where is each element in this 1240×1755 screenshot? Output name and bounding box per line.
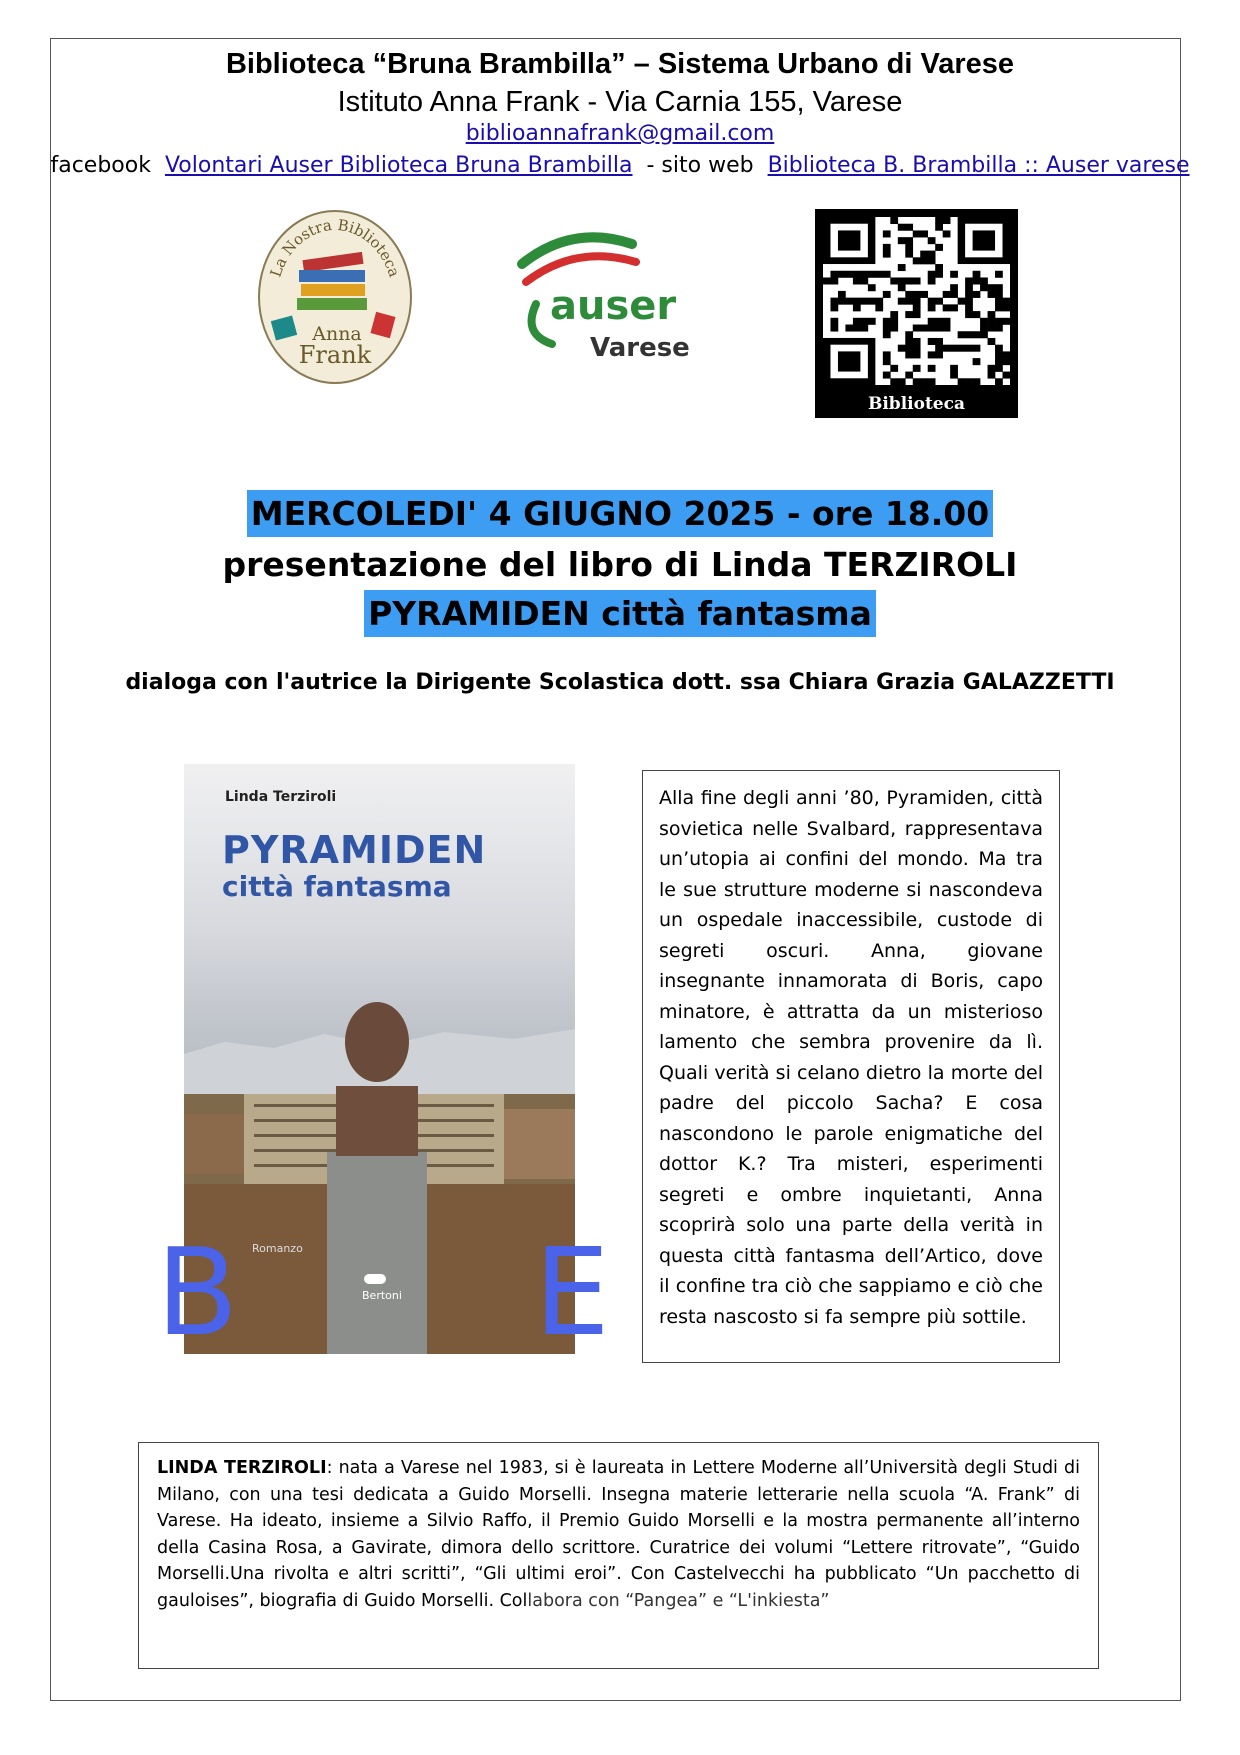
social-links-line	[0, 153, 1240, 178]
author-bio-name: LINDA TERZIROLI	[157, 1458, 327, 1478]
cover-publisher: Bertoni	[362, 1289, 402, 1302]
cover-letter-left: B	[156, 1224, 239, 1363]
author-bio-tail: labora con “Pangea” e “L'inkiesta”	[527, 1590, 830, 1611]
event-presentation: presentazione del libro di Linda TERZIROLI	[222, 545, 1018, 584]
cover-author: Linda Terziroli	[225, 789, 337, 805]
auser-logo	[512, 224, 692, 374]
facebook-link[interactable]: Volontari Auser Biblioteca Bruna Brambilla	[164, 153, 633, 178]
cover-genre-label: Romanzo	[252, 1242, 303, 1255]
author-bio-text: : nata a Varese nel 1983, si è laureata in Lettere Moderne all’Università degli Studi di Milano, con una tesi dedicata a Guido Morselli. Insegna materie letterarie nella scuola “A. Frank” di Varese. Ha ideato, insieme a Silvio Raffo, il Premio Guido Morselli e la mostra permanente all’interno della Casina Rosa, a Gavirate, dimora dello scrittore. Curatrice dei volumi “Lettere ritrovate”, “Guido Morselli.Una rivolta e altri scritti”, “Gli ultimi eroi”. Con Castelvecchi ha pubblicato “Un pacchetto di gauloises”, biografia di Guido Morselli. Col	[157, 1458, 1080, 1611]
auser-logo-word: auser	[550, 283, 677, 329]
site-prefix: - sito web	[646, 153, 754, 178]
cover-title: PYRAMIDEN	[222, 828, 487, 872]
author-bio	[138, 1442, 1099, 1669]
website-link[interactable]: Biblioteca B. Brambilla :: Auser varese	[767, 153, 1190, 178]
library-title: Biblioteca “Bruna Brambilla” – Sistema Urbano di Varese	[225, 48, 1015, 80]
cover-letter-right: E	[534, 1224, 610, 1363]
event-date-text: MERCOLEDI' 4 GIUGNO 2025 - ore 18.00	[247, 490, 993, 537]
book-cover	[156, 764, 610, 1363]
facebook-prefix: facebook	[50, 153, 151, 178]
publisher-bear-icon	[364, 1274, 386, 1284]
book-title-text: PYRAMIDEN città fantasma	[364, 590, 876, 637]
book-title-banner	[0, 594, 1240, 633]
library-logo-anna: Anna	[312, 323, 362, 345]
library-logo	[255, 208, 415, 386]
qr-code-pattern	[823, 217, 1010, 385]
library-logo-frank: Frank	[298, 341, 372, 369]
cover-subtitle: città fantasma	[222, 870, 452, 903]
event-date	[0, 494, 1240, 533]
library-logo-arc-text: La Nostra Biblioteca	[266, 215, 404, 280]
email-link[interactable]: biblioannafrank@gmail.com	[465, 121, 775, 146]
qr-code-label: Biblioteca	[867, 394, 965, 414]
event-dialog: dialoga con l'autrice la Dirigente Scolastica dott. ssa Chiara Grazia GALAZZETTI	[125, 670, 1115, 695]
auser-logo-city: Varese	[590, 333, 690, 363]
qr-code[interactable]	[815, 209, 1018, 418]
book-synopsis: Alla fine degli anni ’80, Pyramiden, città sovietica nelle Svalbard, rappresentava un’utopia ai confini del mondo. Ma tra le sue strutture moderne si nascondeva un ospedale inaccessibile, custode di segreti oscuri. Anna, giovane insegnante innamorata di Boris, capo minatore, è attratta da un misterioso lamento che sembra provenire da lì. Quali verità si celano dietro la morte del padre del piccolo Sacha? E cosa nascondono le parole enigmatiche del dottor K.? Tra misteri, esperimenti segreti e ombre inquietanti, Anna scoprirà solo una parte della verità in questa città fantasma dell’Artico, dove il confine tra ciò che sappiamo e ciò che resta nascosto si fa sempre più sottile.	[642, 770, 1060, 1363]
library-address: Istituto Anna Frank - Via Carnia 155, Varese	[337, 86, 903, 118]
